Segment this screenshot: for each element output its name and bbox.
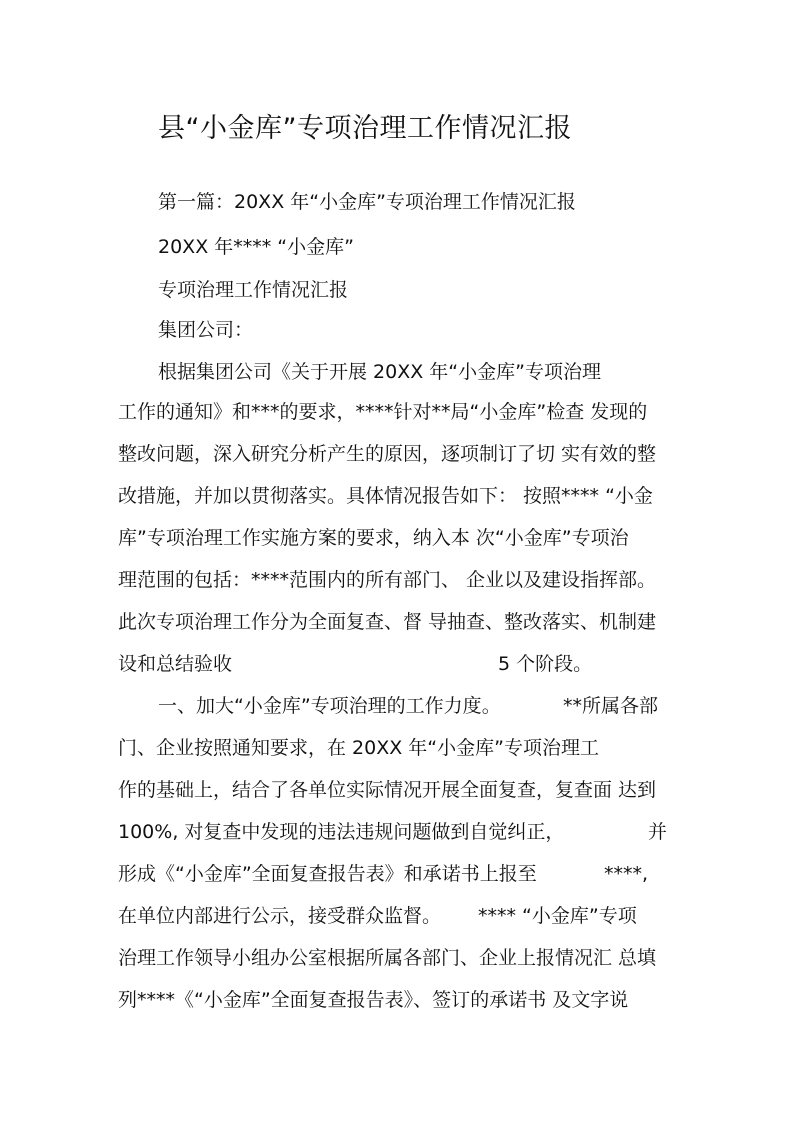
text-line: 在单位内部进行公示，接受群众监督。 bbox=[118, 905, 442, 927]
text-line: 工作的通知》和***的要求，****针对**局“小金库”检查 发现的 bbox=[118, 401, 648, 423]
text-line: **所属各部 bbox=[563, 695, 659, 717]
text-line: 集团公司： bbox=[158, 319, 254, 341]
text-line: 列****《“小金库”全面复查报告表》、签订的承诺书 及文字说 bbox=[118, 989, 629, 1011]
text-line: 第一篇：20XX 年“小金库”专项治理工作情况汇报 bbox=[158, 191, 576, 213]
text-line: 设和总结验收 bbox=[118, 653, 233, 675]
text-line: 作的基础上，结合了各单位实际情况开展全面复查，复查面 达到 bbox=[118, 779, 657, 801]
text-line: ****, bbox=[604, 863, 649, 885]
text-line: 20XX 年**** “小金库” bbox=[158, 236, 354, 258]
text-line: 库”专项治理工作实施方案的要求，纳入本 次“小金库”专项治 bbox=[118, 527, 629, 549]
document-title: 县“小金库”专项治理工作情况汇报 bbox=[158, 113, 572, 144]
text-line: 一、加大“小金库”专项治理的工作力度。 bbox=[158, 695, 501, 717]
text-line: 理范围的包括：****范围内的所有部门、 企业以及建设指挥部。 bbox=[118, 569, 657, 591]
text-line: 并 bbox=[648, 821, 668, 843]
text-line: 门、企业按照通知要求，在 20XX 年“小金库”专项治理工 bbox=[118, 737, 599, 759]
text-line: **** “小金库”专项 bbox=[478, 905, 637, 927]
text-line: 治理工作领导小组办公室根据所属各部门、企业上报情况汇 总填 bbox=[118, 947, 657, 969]
text-line: 整改问题，深入研究分析产生的原因，逐项制订了切 实有效的整 bbox=[118, 443, 657, 465]
text-line: 5 个阶段。 bbox=[498, 653, 593, 675]
text-line: 改措施，并加以贯彻落实。具体情况报告如下： 按照**** “小金 bbox=[118, 485, 653, 507]
text-line: 此次专项治理工作分为全面复查、督 导抽查、整改落实、机制建 bbox=[118, 611, 657, 633]
text-line: 专项治理工作情况汇报 bbox=[158, 279, 349, 301]
text-line: 根据集团公司《关于开展 20XX 年“小金库”专项治理 bbox=[158, 361, 601, 383]
text-line: 100%, 对复查中发现的违法违规问题做到自觉纠正， bbox=[118, 821, 565, 843]
text-line: 形成《“小金库”全面复查报告表》和承诺书上报至 bbox=[118, 863, 537, 885]
